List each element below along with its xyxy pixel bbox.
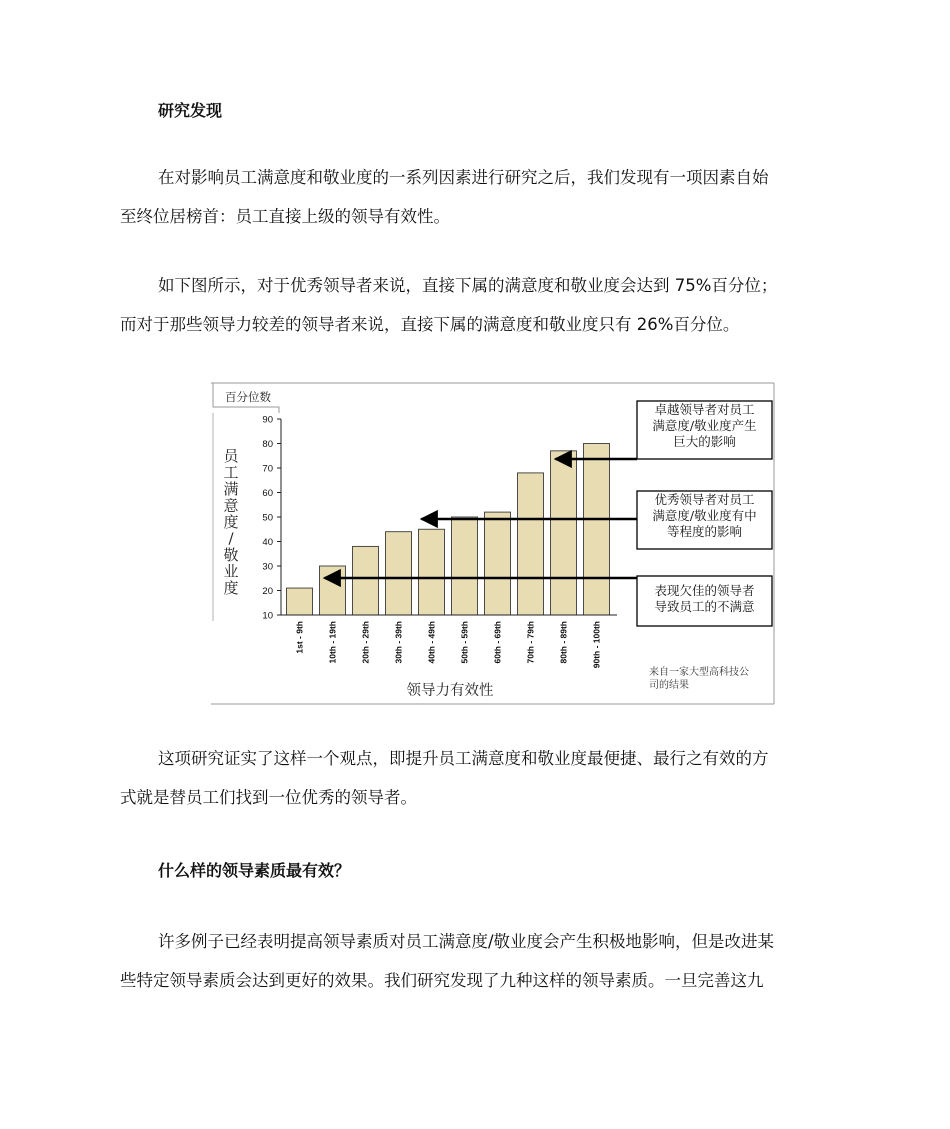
y-tick-label: 30 (262, 561, 273, 573)
text-line: 而对于那些领导力较差的领导者来说，直接下属的满意度和敬业度只有 26%百分位。 (120, 315, 740, 334)
y-axis-label-char: 业 (223, 562, 239, 581)
bar (320, 566, 346, 615)
x-tick-label: 70th - 79th (525, 621, 536, 664)
x-tick-label: 90th - 100th (591, 621, 602, 669)
annotation-text: 等程度的影响 (666, 524, 743, 539)
source-note: 司的结果 (649, 680, 689, 691)
text-line: 如下图所示，对于优秀领导者来说，直接下属的满意度和敬业度会达到 75%百分位； (158, 276, 778, 295)
bar (353, 546, 379, 615)
annotation-text: 满意度/敬业度产生 (652, 418, 757, 433)
text-line: 许多例子已经表明提高领导素质对员工满意度/敬业度会产生积极地影响，但是改进某 (158, 932, 775, 951)
y-axis-label-char: 意 (223, 496, 239, 515)
x-tick-label: 50th - 59th (459, 621, 470, 664)
text-line: 式就是替员工们找到一位优秀的领导者。 (120, 788, 417, 807)
bar (584, 444, 610, 616)
x-tick-label: 80th - 89th (558, 621, 569, 664)
bar (386, 532, 412, 615)
paragraph-conclusion (120, 739, 835, 817)
y-axis-label-char: 工 (223, 463, 239, 482)
y-axis-label-char: 员 (223, 447, 239, 465)
x-tick-label: 1st - 9th (294, 621, 305, 654)
x-tick-label: 20th - 29th (360, 621, 371, 664)
y-tick-label: 10 (262, 610, 273, 622)
annotation-text: 卓越领导者对员工 (654, 402, 755, 417)
y-tick-label: 20 (262, 586, 273, 597)
text-line: 在对影响员工满意度和敬业度的一系列因素进行研究之后，我们发现有一项因素自始 (158, 168, 769, 187)
chart-title: 百分位数 (225, 390, 271, 404)
annotation-text: 巨大的影响 (673, 434, 736, 449)
chart-svg (211, 381, 776, 706)
paragraph-intro (120, 158, 835, 236)
x-axis-title: 领导力有效性 (406, 683, 494, 699)
bar (287, 588, 313, 615)
y-axis-label-char: 敬 (223, 546, 239, 564)
annotation-text: 导致员工的不满意 (654, 599, 755, 614)
y-axis-label-char: 满 (223, 480, 239, 498)
source-note: 来自一家大型高科技公 (649, 667, 749, 678)
y-tick-label: 80 (262, 439, 273, 450)
x-tick-label: 40th - 49th (426, 621, 437, 664)
annotation-text: 优秀领导者对员工 (654, 492, 755, 507)
bar (518, 473, 544, 615)
y-axis-label-char: 度 (223, 513, 239, 531)
x-tick-label: 10th - 19th (327, 621, 338, 664)
text-line: 些特定领导素质会达到更好的效果。我们研究发现了九种这样的领导素质。一旦完善这九 (120, 971, 764, 990)
y-tick-label: 70 (262, 463, 273, 475)
section-heading-findings: 研究发现 (158, 101, 223, 120)
x-tick-label: 30th - 39th (393, 621, 404, 664)
annotation-text: 满意度/敬业度有中 (652, 508, 757, 523)
leadership-effectiveness-chart (211, 381, 776, 706)
paragraph-percentile (120, 266, 835, 344)
y-tick-label: 90 (262, 414, 273, 426)
bar (485, 512, 511, 615)
y-tick-label: 40 (262, 537, 273, 548)
x-tick-label: 60th - 69th (492, 621, 503, 664)
y-axis-label-char: / (228, 529, 234, 548)
y-tick-label: 50 (262, 512, 273, 524)
paragraph-qualities (120, 922, 835, 1000)
bar (452, 517, 478, 615)
bar (551, 451, 577, 615)
section-heading-qualities: 什么样的领导素质最有效？ (158, 861, 351, 880)
y-tick-label: 60 (262, 488, 273, 499)
text-line: 至终位居榜首：员工直接上级的领导有效性。 (120, 207, 450, 226)
y-axis-label-char: 度 (223, 579, 239, 597)
text-line: 这项研究证实了这样一个观点，即提升员工满意度和敬业度最便捷、最行之有效的方 (158, 749, 769, 768)
bar (419, 529, 445, 615)
annotation-text: 表现欠佳的领导者 (654, 583, 755, 598)
